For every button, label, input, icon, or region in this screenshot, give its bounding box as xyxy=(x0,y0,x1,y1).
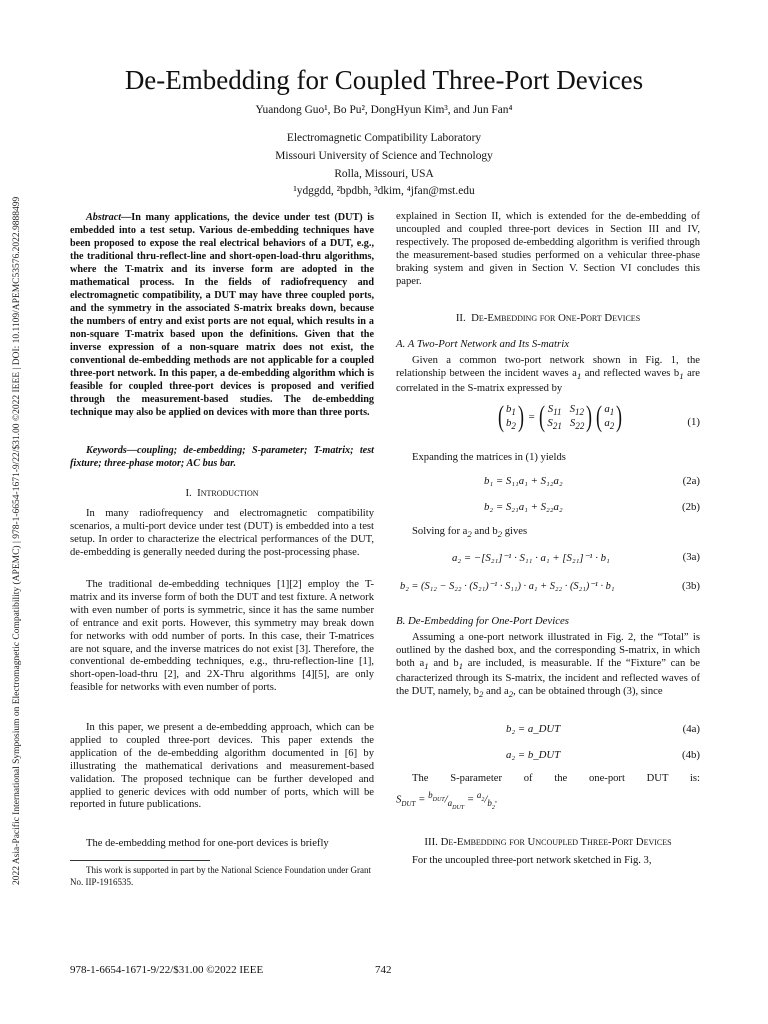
sparam-paragraph: The S-parameter of the one-port DUT is: xyxy=(412,773,700,784)
subsection-2a-heading: A. A Two-Port Network and Its S-matrix xyxy=(396,338,570,350)
abstract-text: —In many applications, the device under test (DUT) is embedded into a test setup. Various de-embedding techniques have been proposed to expose the real electrical behaviors of a DUT, e.g., the traditional thru-reflect-line and short-open-load-thru algorithms, where the T-matrix and its inverse form are adopted in the mathematical process. In the fields of radiofrequency and electromagnetic compatibility, a DUT may have three coupled ports, and the symmetry in the associated S-matrix breaks down, because the numbers of entry and exist ports are not equal, which results in a non-square T-matrix based upon the definitions. Given that the inverse expression of a non-square matrix does not exist, the conventional de-embedding methods are not applicable for a coupled three-port network. In this paper, a de-embedding algorithm which is feasible for coupled three-port devices is proposed and verified through the measurement-based studies. The de-embedding technique may also be applied on devices with more than three ports. xyxy=(70,212,374,418)
footer-isbn: 978-1-6654-1671-9/22/$31.00 ©2022 IEEE xyxy=(70,964,264,976)
section-3-heading xyxy=(396,836,700,849)
page-number: 742 xyxy=(375,964,392,976)
text-run: are correlated in the S-matrix expressed by xyxy=(396,367,700,394)
keywords-text: —coupling; de-embedding; S-parameter; T-matrix; test fixture; three-phase motor; AC bus bar. xyxy=(70,445,374,469)
section-2-numeral: II. xyxy=(455,312,466,324)
text-run: gives xyxy=(502,526,528,537)
intro-para-4 xyxy=(70,838,374,851)
right-intro xyxy=(396,211,700,288)
abstract-label: Abstract xyxy=(86,212,122,223)
section-1-title: Introduction xyxy=(197,487,259,499)
text-run: and b xyxy=(428,657,459,669)
section-3-title: De-Embedding for Uncoupled Three-Port Devices xyxy=(440,836,672,848)
equation-2b-body: b₂ = S₂₁a₁ + S₂₂a₂ xyxy=(484,501,563,513)
authors: Yuandong Guo¹, Bo Pu², DongHyun Kim³, and Jun Fan⁴ xyxy=(255,104,513,116)
intro-para-3 xyxy=(70,722,374,812)
text-run: and a xyxy=(483,685,509,697)
section-2-heading xyxy=(396,312,700,325)
section-2-title: De-Embedding for One-Port Devices xyxy=(471,312,641,324)
equation-1-body: ( $b_1$ $b_2$ ) = ( $S_{11}$ $S_{12}$ $S_{21}$ $S_{22}$ ) ( $a_1$ $a_2$ ) xyxy=(498,400,623,433)
section-1-heading xyxy=(70,487,374,500)
side-citation: 2022 Asia-Pacific International Symposium on Electromagnetic Compatibility (APEMC) | 978-1-6654-1671-9/22/$31.00 ©2022 IEEE | DOI: 10.1109/APEMC53576.2022.9888499 xyxy=(12,196,22,885)
abstract xyxy=(70,211,374,419)
equation-sdut: $S_{DUT} = ^{b_{DUT}}/_{a_{DUT}} = ^{a_2}/_{b_2}$. xyxy=(396,790,498,811)
intro-paragraph: In this paper, we present a de-embedding approach, which can be applied to coupled three-port devices. This paper extends the application of the de-embedding algorithm documented in [6] by illustrating the mathematical derivations and measurement-based validation. The proposed technique can be further developed and applied to generic devices with odd number of ports, which will be reported in future publications. xyxy=(70,722,374,811)
affiliation-emails: ¹ydggdd, ²bpdbh, ³dkim, ⁴jfan@mst.edu xyxy=(293,185,475,197)
equation-4b xyxy=(396,749,700,765)
section-1-numeral: I. xyxy=(185,487,192,499)
keywords-label: Keywords xyxy=(86,445,127,456)
subsection-2a-text: Given a common two-port network shown in Fig. 1, the relationship between the incident waves $a_1$ and reflected waves $b_1$ are correlated in the S-matrix expressed by xyxy=(396,355,700,394)
equation-3b-number: (3b) xyxy=(682,580,700,592)
equation-4b-body: a₂ = b_DUT xyxy=(506,749,561,761)
section-3-numeral: III. xyxy=(424,836,438,848)
equation-3a xyxy=(396,551,700,567)
equation-2a-body: b₁ = S₁₁a₁ + S₁₂a₂ xyxy=(484,475,563,487)
subsection-2b-heading: B. De-Embedding for One-Port Devices xyxy=(396,615,569,627)
equation-2b-number: (2b) xyxy=(682,501,700,513)
equation-4a xyxy=(396,723,700,739)
equation-3a-number: (3a) xyxy=(682,551,700,563)
paper-title: De-Embedding for Coupled Three-Port Devices xyxy=(124,65,644,95)
affiliation-line-1: Electromagnetic Compatibility Laboratory xyxy=(286,132,482,144)
equation-4a-body: b₂ = a_DUT xyxy=(506,723,561,735)
section-3-text xyxy=(396,855,700,868)
equation-2a-number: (2a) xyxy=(682,475,700,487)
equation-1 xyxy=(396,402,700,446)
intro-paragraph: In many radiofrequency and electromagnetic compatibility scenarios, a multi-port device under test (DUT) is embedded into a test setup. In order to characterize the electrical performances of the DUT, de-embedding is generally needed during the post-processing phase. xyxy=(70,508,374,558)
intro-paragraph: The de-embedding method for one-port devices is briefly xyxy=(86,838,329,849)
equation-1-number: (1) xyxy=(687,416,700,428)
equation-2b xyxy=(396,501,700,517)
text-run: and reflected waves b xyxy=(581,367,680,379)
equation-4b-number: (4b) xyxy=(682,749,700,761)
equation-3a-body: a₂ = −[S₂₁]⁻¹ · S₁₁ · a₁ + [S₂₁]⁻¹ · b₁ xyxy=(452,552,610,564)
equation-2a xyxy=(396,475,700,491)
right-intro-text: explained in Section II, which is extended for the de-embedding of uncoupled and coupled three-port devices in Section III and IV, respectively. The proposed de-embedding algorithm is verified through the measurement-based studies performed on a vehicular three-phase braking system and given in Section V. Section VI concludes this paper. xyxy=(396,211,700,287)
equation-3b xyxy=(396,580,700,596)
solve-text: Solving for $a_2$ and $b_2$ gives xyxy=(412,526,528,540)
text-run: , can be obtained through (3), since xyxy=(513,685,663,697)
subsection-2b-text: Assuming a one-port network illustrated in Fig. 2, the “Total” is outlined by the dashed box, and the corresponding S-matrix, in which both $a_1$ and $b_1$ are included, is measurable. If the “Fixture” can be characterized through its S-matrix, the incident and reflected waves of the DUT, namely, $b_2$ and $a_2$, can be obtained through (3), since xyxy=(396,632,700,699)
section-3-paragraph: For the uncoupled three-port network sketched in Fig. 3, xyxy=(412,855,652,866)
affiliation-line-2: Missouri University of Science and Technology xyxy=(275,150,493,162)
text-run: Assuming a one-port network illustrated in Fig. 2, the “Total” is outlined by the dashed box, and the corresponding S-matrix, in which both a xyxy=(396,632,700,669)
text-run: and b xyxy=(471,526,498,537)
affiliation-line-3: Rolla, Missouri, USA xyxy=(334,168,434,180)
text-run: Solving for a xyxy=(412,526,468,537)
intro-para-2 xyxy=(70,579,374,695)
footnote-divider xyxy=(70,860,210,861)
keywords xyxy=(70,444,374,470)
equation-4a-number: (4a) xyxy=(682,723,700,735)
sparam-text xyxy=(396,773,700,786)
expand-paragraph: Expanding the matrices in (1) yields xyxy=(412,452,566,463)
text-run: Given a common two-port network shown in Fig. 1, the relationship between the incident waves a xyxy=(396,355,700,379)
expand-text xyxy=(396,452,700,465)
intro-para-1 xyxy=(70,508,374,560)
text-run: are included, is measurable. If the “Fixture” can be characterized through its S-matrix, the incident and reflected waves of the DUT, namely, b xyxy=(396,657,700,697)
footnote: This work is supported in part by the National Science Foundation under Grant No. IIP-1916535. xyxy=(70,865,371,887)
intro-paragraph: The traditional de-embedding techniques [1][2] employ the T-matrix and its inverse form of both the DUT and test fixture. A network with even number of ports is symmetric, since it has the same number of entrance and exit ports. However, this symmetry may break down for networks with odd number of ports. In this case, their T-matrices are not square, and the inverse matrices do not exist [3]. Therefore, the conventional de-embedding techniques, e.g., thru-reflection-line [1], short-open-load-thru [2], and 2X-Thru algorithms [4][5], are only feasible for networks with even number of ports. xyxy=(70,579,374,694)
equation-3b-body: b₂ = (S₁₂ − S₂₂ · (S₂₁)⁻¹ · S₁₁) · a₁ + S₂₂ · (S₂₁)⁻¹ · b₁ xyxy=(400,581,615,592)
